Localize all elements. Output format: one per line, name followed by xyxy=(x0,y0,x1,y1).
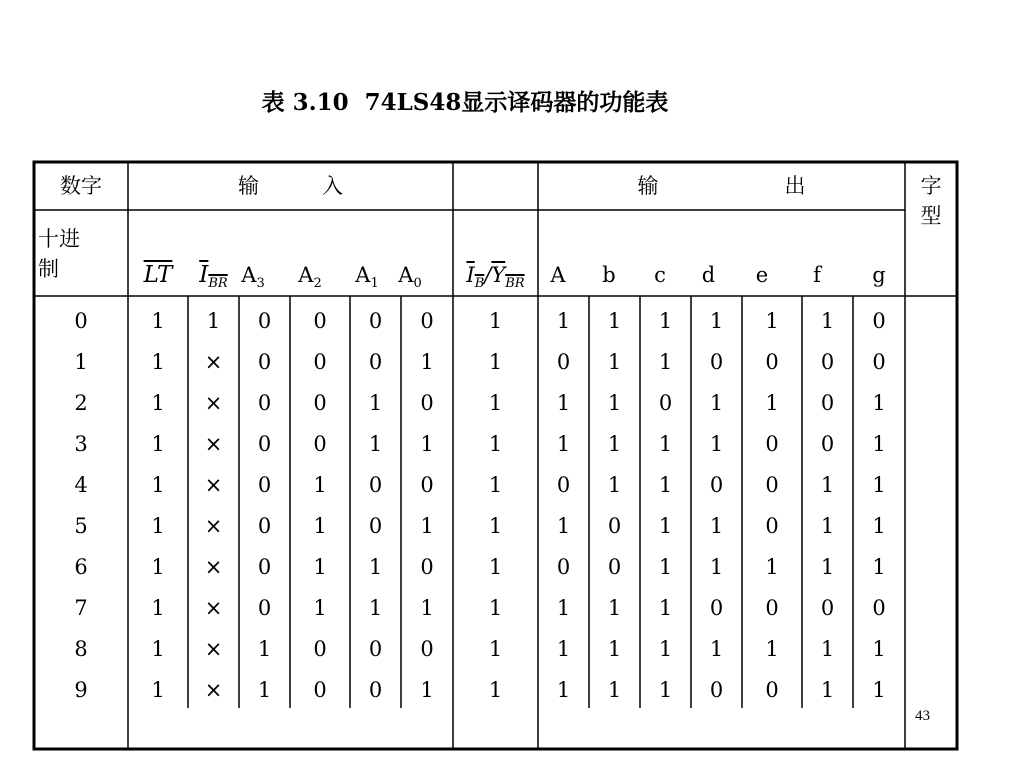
cell-a2: 1 xyxy=(313,473,327,497)
cell-ibr: × xyxy=(204,432,223,456)
cell-digit: 2 xyxy=(74,391,88,415)
cell-seg-e: 1 xyxy=(765,555,779,579)
cell-a0: 0 xyxy=(420,309,434,333)
cell-seg-f: 1 xyxy=(820,678,835,702)
header-seg-a: A xyxy=(550,263,566,287)
cell-seg-d: 1 xyxy=(709,514,724,538)
cell-a0: 1 xyxy=(420,678,434,702)
cell-seg-e: 0 xyxy=(765,350,779,374)
cell-a3: 0 xyxy=(257,309,272,333)
header-ib-ybr: $I_B/Y_{BR}$ xyxy=(466,263,525,291)
cell-seg-c: 1 xyxy=(658,350,673,374)
cell-a2: 1 xyxy=(313,514,327,538)
cell-a3: 0 xyxy=(257,596,272,620)
cell-seg-a: 1 xyxy=(556,391,571,415)
cell-seg-e: 0 xyxy=(765,514,779,538)
cell-a2: 0 xyxy=(313,350,327,374)
cell-seg-b: 1 xyxy=(607,637,622,661)
cell-digit: 0 xyxy=(74,309,88,333)
cell-a3: 0 xyxy=(257,391,272,415)
cell-seg-d: 0 xyxy=(709,473,724,497)
cell-seg-f: 0 xyxy=(820,391,835,415)
cell-seg-c: 0 xyxy=(658,391,673,415)
cell-seg-a: 1 xyxy=(556,596,571,620)
cell-a0: 0 xyxy=(420,473,434,497)
cell-seg-g: 1 xyxy=(872,473,886,497)
cell-seg-e: 0 xyxy=(765,596,779,620)
header-glyph-2: 型 xyxy=(920,204,942,228)
cell-seg-g: 1 xyxy=(872,432,886,456)
cell-seg-d: 0 xyxy=(709,596,724,620)
cell-seg-g: 1 xyxy=(872,637,886,661)
cell-seg-b: 1 xyxy=(607,391,622,415)
cell-ib-ybr: 1 xyxy=(488,514,503,538)
cell-seg-a: 1 xyxy=(556,637,571,661)
cell-seg-c: 1 xyxy=(658,555,673,579)
cell-seg-a: 0 xyxy=(556,350,571,374)
cell-seg-g: 0 xyxy=(872,309,886,333)
cell-seg-c: 1 xyxy=(658,473,673,497)
cell-ibr: × xyxy=(204,514,223,538)
cell-a0: 0 xyxy=(420,637,434,661)
cell-seg-f: 1 xyxy=(820,514,835,538)
cell-seg-a: 1 xyxy=(556,514,571,538)
cell-a3: 0 xyxy=(257,350,272,374)
cell-lt: 1 xyxy=(151,432,165,456)
cell-seg-e: 0 xyxy=(765,678,779,702)
cell-a1: 0 xyxy=(368,514,383,538)
cell-a2: 0 xyxy=(313,391,327,415)
cell-digit: 4 xyxy=(74,473,88,497)
cell-seg-d: 0 xyxy=(709,678,724,702)
cell-seg-g: 0 xyxy=(872,350,886,374)
cell-lt: 1 xyxy=(151,514,165,538)
cell-seg-g: 1 xyxy=(872,678,886,702)
cell-ib-ybr: 1 xyxy=(488,678,503,702)
cell-seg-c: 1 xyxy=(658,678,673,702)
header-a3: $A_3$ xyxy=(241,263,265,291)
cell-digit: 3 xyxy=(74,432,88,456)
cell-seg-f: 1 xyxy=(820,637,835,661)
cell-seg-b: 1 xyxy=(607,432,622,456)
cell-seg-f: 0 xyxy=(820,350,835,374)
cell-a0: 1 xyxy=(420,514,434,538)
cell-seg-f: 0 xyxy=(820,596,835,620)
header-a0: $A_0$ xyxy=(398,263,422,291)
cell-seg-e: 1 xyxy=(765,309,779,333)
cell-seg-d: 1 xyxy=(709,432,724,456)
cell-seg-d: 1 xyxy=(709,555,724,579)
cell-seg-b: 0 xyxy=(607,514,622,538)
cell-a1: 0 xyxy=(368,350,383,374)
header-ibr: $I_{BR}$ xyxy=(199,262,228,291)
cell-a3: 0 xyxy=(257,473,272,497)
header-seg-b: b xyxy=(602,263,616,287)
cell-seg-b: 1 xyxy=(607,473,622,497)
header-seg-c: c xyxy=(654,263,666,287)
cell-ibr: × xyxy=(204,391,223,415)
cell-digit: 9 xyxy=(74,678,88,702)
cell-a1: 0 xyxy=(368,473,383,497)
cell-ib-ybr: 1 xyxy=(488,432,503,456)
cell-a1: 0 xyxy=(368,309,383,333)
cell-ibr: × xyxy=(204,596,223,620)
cell-seg-a: 0 xyxy=(556,555,571,579)
cell-seg-c: 1 xyxy=(658,432,673,456)
cell-lt: 1 xyxy=(151,391,165,415)
cell-a0: 1 xyxy=(420,350,434,374)
cell-seg-e: 1 xyxy=(765,637,779,661)
cell-a2: 0 xyxy=(313,309,327,333)
cell-seg-c: 1 xyxy=(658,514,673,538)
cell-seg-a: 1 xyxy=(556,432,571,456)
cell-a1: 1 xyxy=(368,391,383,415)
header-digit: 数字 xyxy=(60,174,102,198)
cell-seg-g: 1 xyxy=(872,391,886,415)
cell-seg-a: 1 xyxy=(556,309,571,333)
cell-a1: 1 xyxy=(368,555,383,579)
cell-seg-f: 1 xyxy=(820,555,835,579)
cell-seg-g: 1 xyxy=(872,555,886,579)
cell-a0: 1 xyxy=(420,432,434,456)
cell-a2: 0 xyxy=(313,678,327,702)
cell-seg-f: 1 xyxy=(820,473,835,497)
page-number: 43 xyxy=(915,708,930,724)
cell-seg-b: 1 xyxy=(607,309,622,333)
cell-ibr: × xyxy=(204,555,223,579)
cell-ib-ybr: 1 xyxy=(488,637,503,661)
cell-lt: 1 xyxy=(151,350,165,374)
header-decimal-1: 十进 xyxy=(38,227,80,251)
cell-a3: 1 xyxy=(257,678,272,702)
cell-seg-f: 1 xyxy=(820,309,835,333)
header-input: 输 入 xyxy=(238,174,343,198)
header-output: 输 出 xyxy=(637,174,806,198)
cell-digit: 1 xyxy=(74,350,88,374)
cell-seg-f: 0 xyxy=(820,432,835,456)
cell-ibr: × xyxy=(204,637,223,661)
cell-seg-b: 0 xyxy=(607,555,622,579)
cell-a0: 1 xyxy=(420,596,434,620)
cell-seg-g: 1 xyxy=(872,514,886,538)
cell-a2: 1 xyxy=(313,596,327,620)
table-title: 表 3.10 74LS48显示译码器的功能表 xyxy=(261,89,669,116)
cell-lt: 1 xyxy=(151,678,165,702)
cell-lt: 1 xyxy=(151,473,165,497)
cell-ibr: × xyxy=(204,350,223,374)
cell-seg-c: 1 xyxy=(658,637,673,661)
cell-seg-g: 0 xyxy=(872,596,886,620)
cell-lt: 1 xyxy=(151,637,165,661)
cell-ib-ybr: 1 xyxy=(488,596,503,620)
cell-ibr: × xyxy=(204,473,223,497)
cell-digit: 6 xyxy=(74,555,88,579)
cell-seg-e: 0 xyxy=(765,432,779,456)
cell-a3: 1 xyxy=(257,637,272,661)
header-a2: $A_2$ xyxy=(298,263,322,291)
cell-seg-a: 1 xyxy=(556,678,571,702)
cell-digit: 5 xyxy=(74,514,88,538)
cell-lt: 1 xyxy=(151,309,165,333)
cell-a1: 1 xyxy=(368,432,383,456)
cell-ib-ybr: 1 xyxy=(488,350,503,374)
cell-lt: 1 xyxy=(151,596,165,620)
cell-lt: 1 xyxy=(151,555,165,579)
cell-a1: 0 xyxy=(368,678,383,702)
cell-a1: 0 xyxy=(368,637,383,661)
header-seg-d: d xyxy=(701,263,716,287)
cell-seg-b: 1 xyxy=(607,350,622,374)
cell-ib-ybr: 1 xyxy=(488,309,503,333)
cell-seg-d: 1 xyxy=(709,637,724,661)
cell-digit: 8 xyxy=(74,637,88,661)
cell-ibr: × xyxy=(204,678,223,702)
cell-a3: 0 xyxy=(257,555,272,579)
cell-seg-c: 1 xyxy=(658,596,673,620)
cell-seg-b: 1 xyxy=(607,596,622,620)
cell-a3: 0 xyxy=(257,514,272,538)
cell-a1: 1 xyxy=(368,596,383,620)
cell-seg-d: 0 xyxy=(709,350,724,374)
cell-seg-d: 1 xyxy=(709,309,724,333)
cell-ib-ybr: 1 xyxy=(488,555,503,579)
cell-a2: 0 xyxy=(313,637,327,661)
cell-ib-ybr: 1 xyxy=(488,391,503,415)
cell-a2: 0 xyxy=(313,432,327,456)
cell-seg-b: 1 xyxy=(607,678,622,702)
cell-seg-c: 1 xyxy=(658,309,673,333)
cell-ibr: 1 xyxy=(206,309,221,333)
header-seg-f: f xyxy=(813,263,821,287)
cell-digit: 7 xyxy=(74,596,88,620)
header-a1: $A_1$ xyxy=(355,263,379,291)
cell-a3: 0 xyxy=(257,432,272,456)
cell-a0: 0 xyxy=(420,555,434,579)
header-decimal-2: 制 xyxy=(38,257,59,281)
cell-seg-e: 1 xyxy=(765,391,779,415)
cell-a2: 1 xyxy=(313,555,327,579)
cell-seg-e: 0 xyxy=(765,473,779,497)
header-glyph-1: 字 xyxy=(920,174,942,198)
header-lt: $\overline{LT}$ xyxy=(143,262,173,288)
cell-seg-d: 1 xyxy=(709,391,724,415)
cell-a0: 0 xyxy=(420,391,434,415)
header-seg-e: e xyxy=(755,263,769,287)
cell-seg-a: 0 xyxy=(556,473,571,497)
cell-ib-ybr: 1 xyxy=(488,473,503,497)
header-seg-g: g xyxy=(872,263,886,287)
